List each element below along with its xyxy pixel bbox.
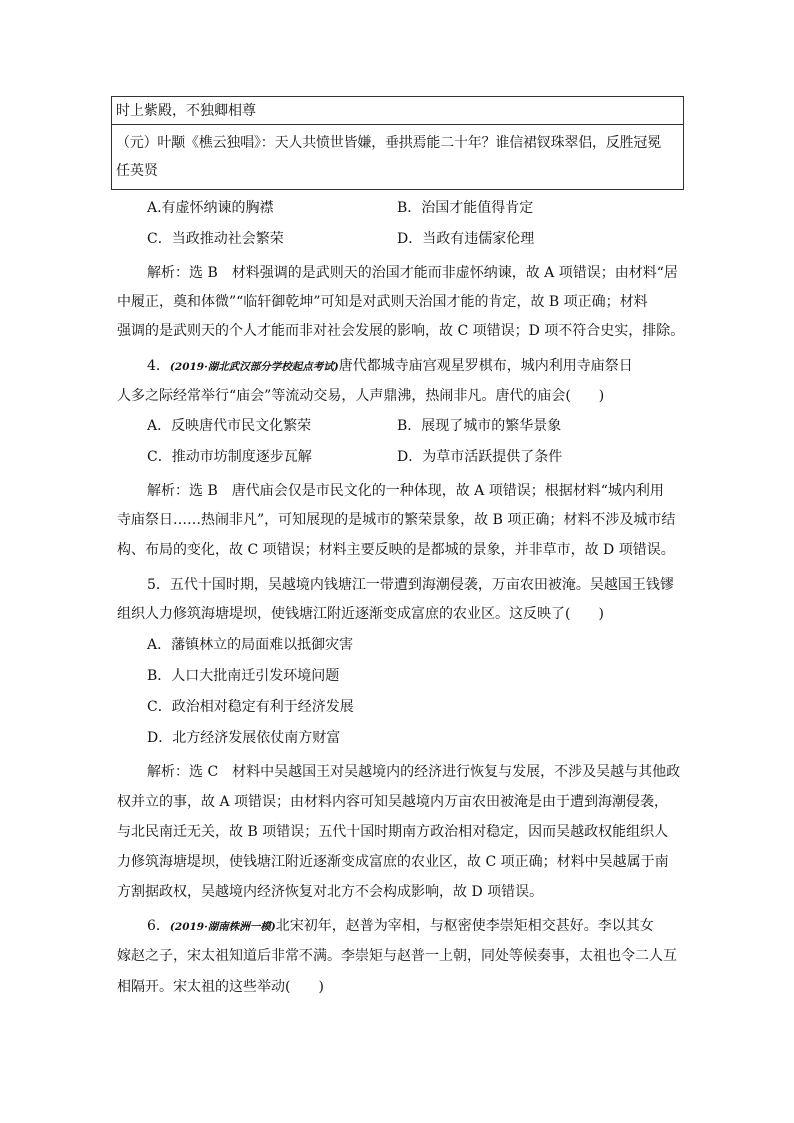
option-d: D．北方经济发展依仗南方财富 xyxy=(147,730,341,746)
analysis-text: 权并立的事，故 A 项错误；由材料内容可知吴越境内万亩农田被淹是由于遭到海潮侵袭， xyxy=(117,794,669,810)
analysis-text: 解析：选 B 唐代庙会仅是市民文化的一种体现，故 A 项错误；根据材料“城内利用 xyxy=(147,483,664,499)
option-c: C．政治相对稳定有利于经济发展 xyxy=(147,699,354,715)
option-b: B．展现了城市的繁华景象 xyxy=(397,418,562,434)
question-stem-text: 北宋初年，赵普为宰相，与枢密使李崇矩相交甚好。李以其女 xyxy=(275,918,654,934)
question-number: 4． xyxy=(147,358,170,374)
question-stem: 相隔开。宋太祖的这些举动( ) xyxy=(117,979,324,995)
question-stem: 嫁赵之子，宋太祖知道后非常不满。李崇矩与赵普一上朝，同处等候奏事，太祖也令二人互 xyxy=(117,948,677,964)
question-source: (2019·湖北武汉部分学校起点考试) xyxy=(169,361,339,373)
option-d: D．当政有违儒家伦理 xyxy=(397,231,535,247)
option-c: C．推动市坊制度逐步瓦解 xyxy=(147,449,312,465)
question-source: (2019·湖南株洲一模) xyxy=(169,921,276,933)
analysis-text: 构、布局的变化，故 C 项错误；材料主要反映的是都城的景象，并非草市，故 D 项错误。 xyxy=(117,542,675,558)
analysis-text: 解析：选 B 材料强调的是武则天的治国才能而非虚怀纳谏，故 A 项错误；由材料“居 xyxy=(147,265,678,281)
question-number: 6． xyxy=(147,918,170,934)
option-c: C．当政推动社会繁荣 xyxy=(147,231,284,247)
question-stem: 人多之际经常举行“庙会”等流动交易，人声鼎沸，热闹非凡。唐代的庙会( ) xyxy=(117,388,605,404)
analysis-text: 中履正，奠和体微”“临轩御乾坤”可知是对武则天治国才能的肯定，故 B 项正确；材料 xyxy=(117,294,648,310)
question-stem xyxy=(147,356,633,377)
quote-text: （元）叶颙《樵云独唱》：天人共愤世皆嫌，垂拱焉能二十年？谁信裙钗珠翠侣，反胜冠冕 xyxy=(116,135,661,151)
analysis-text: 与北民南迁无关，故 B 项错误；五代十国时期南方政治相对稳定，因而吴越政权能组织人 xyxy=(117,824,669,840)
question-stem: 组织人力修筑海塘堤坝，使钱塘江附近逐渐变成富庶的农业区。这反映了( ) xyxy=(117,606,604,622)
option-a: A．反映唐代市民文化繁荣 xyxy=(147,418,312,434)
question-stem xyxy=(147,916,654,937)
quote-table-row xyxy=(112,97,683,125)
question-stem-text: 唐代都城寺庙宫观星罗棋布，城内利用寺庙祭日 xyxy=(338,358,633,374)
quote-text: 时上紫殿，不独卿相尊 xyxy=(116,103,256,119)
question-stem: 5．五代十国时期，吴越境内钱塘江一带遭到海潮侵袭，万亩农田被淹。吴越国王钱镠 xyxy=(147,577,674,593)
analysis-text: 寺庙祭日……热闹非凡”，可知展现的是城市的繁荣景象，故 B 项正确；材料不涉及城市结 xyxy=(117,512,676,528)
option-b: B．治国才能值得肯定 xyxy=(397,200,534,216)
option-b: B．人口大批南迁引发环境问题 xyxy=(147,668,340,684)
option-d: D．为草市活跃提供了条件 xyxy=(397,449,563,465)
analysis-text: 方割据政权，吴越境内经济恢复对北方不会构成影响，故 D 项错误。 xyxy=(117,884,544,900)
quote-table xyxy=(111,96,684,190)
option-a: A.有虚怀纳谏的胸襟 xyxy=(147,200,274,216)
option-a: A．藩镇林立的局面难以抵御灾害 xyxy=(147,637,354,653)
quote-text: 任英贤 xyxy=(116,163,158,179)
analysis-text: 强调的是武则天的个人才能而非对社会发展的影响，故 C 项错误；D 项不符合史实，排除。 xyxy=(117,323,685,339)
analysis-text: 解析：选 C 材料中吴越国王对吴越境内的经济进行恢复与发展，不涉及吴越与其他政 xyxy=(147,764,681,780)
analysis-text: 力修筑海塘堤坝，使钱塘江附近逐渐变成富庶的农业区，故 C 项正确；材料中吴越属于南 xyxy=(117,854,669,870)
